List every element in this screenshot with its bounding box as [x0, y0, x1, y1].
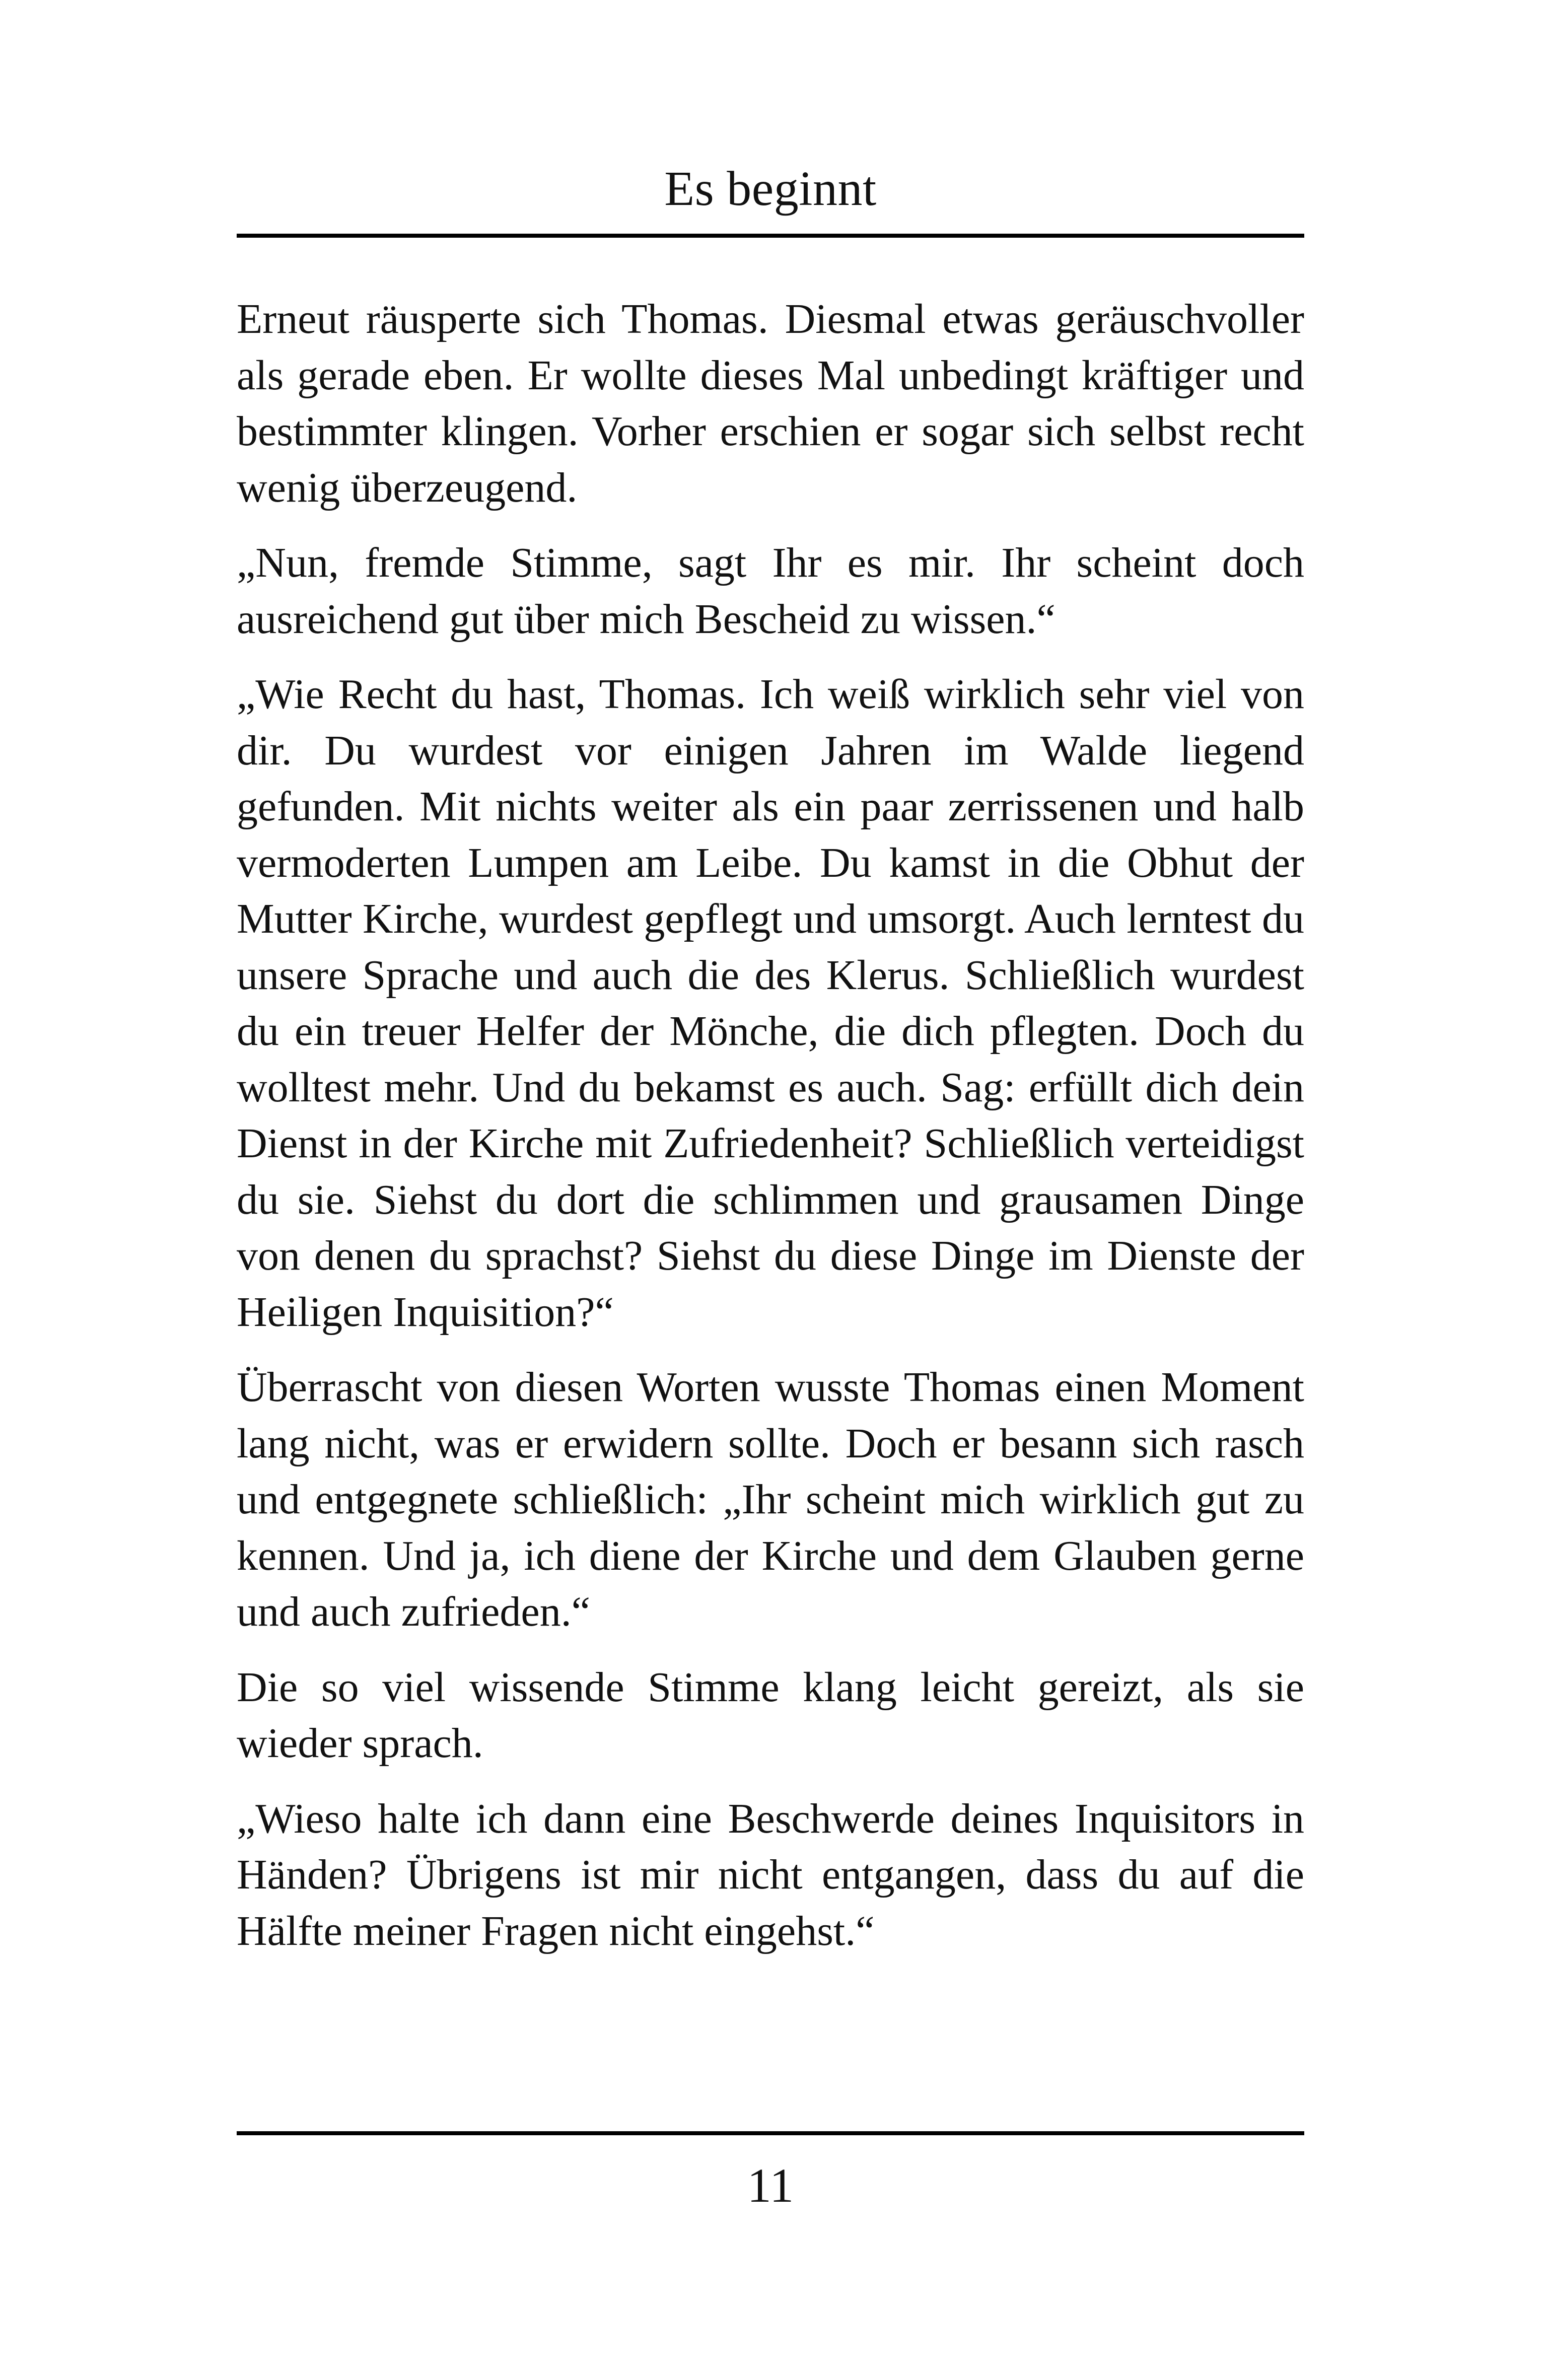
page-number: 11 — [747, 2158, 794, 2212]
paragraph: „Wieso halte ich dann eine Beschwerde deines Inquisitors in Händen? Übrigens ist mir nicht entgangen, dass du auf die Hälfte meiner Fragen nicht eingehst.“ — [237, 1795, 1304, 1954]
paragraph: Überrascht von diesen Worten wusste Thomas einen Moment lang nicht, was er erwidern sollte. Doch er besann sich rasch und entgegnete schließlich: „Ihr scheint mich wirklich gut zu kennen. Und ja, ich diene der Kirche und dem Glauben gerne und auch zufrieden.“ — [237, 1364, 1304, 1635]
running-header-title: Es beginnt — [664, 162, 877, 216]
paragraph: „Wie Recht du hast, Thomas. Ich weiß wirklich sehr viel von dir. Du wurdest vor einigen Jahren im Walde liegend gefunden. Mit nichts weiter als ein paar zerrissenen und halb vermoderten Lumpen am Leibe. Du kamst in die Obhut der Mutter Kirche, wurdest gepflegt und umsorgt. Auch lerntest du unsere Sprache und auch die des Klerus. Schließlich wurdest du ein treuer Helfer der Mönche, die dich pflegten. Doch du wolltest mehr. Und du bekamst es auch. Sag: erfüllt dich dein Dienst in der Kirche mit Zufriedenheit? Schließlich verteidigst du sie. Siehst du dort die schlimmen und grausamen Dinge von denen du sprachst? Siehst du diese Dinge im Dienste der Heiligen Inquisition?“ — [237, 671, 1304, 1336]
header-rule — [237, 234, 1304, 238]
paragraph: Erneut räusperte sich Thomas. Diesmal etwas geräuschvoller als gerade eben. Er wollte dieses Mal unbedingt kräftiger und bestimmter klingen. Vorher erschien er sogar sich selbst recht wenig überzeugend. — [237, 296, 1304, 511]
body-text — [237, 291, 1304, 1959]
paragraph: „Nun, fremde Stimme, sagt Ihr es mir. Ihr scheint doch ausreichend gut über mich Bescheid zu wissen.“ — [237, 539, 1304, 643]
footer-rule — [237, 2131, 1304, 2135]
paragraph: Die so viel wissende Stimme klang leicht gereizt, als sie wieder sprach. — [237, 1663, 1304, 1767]
